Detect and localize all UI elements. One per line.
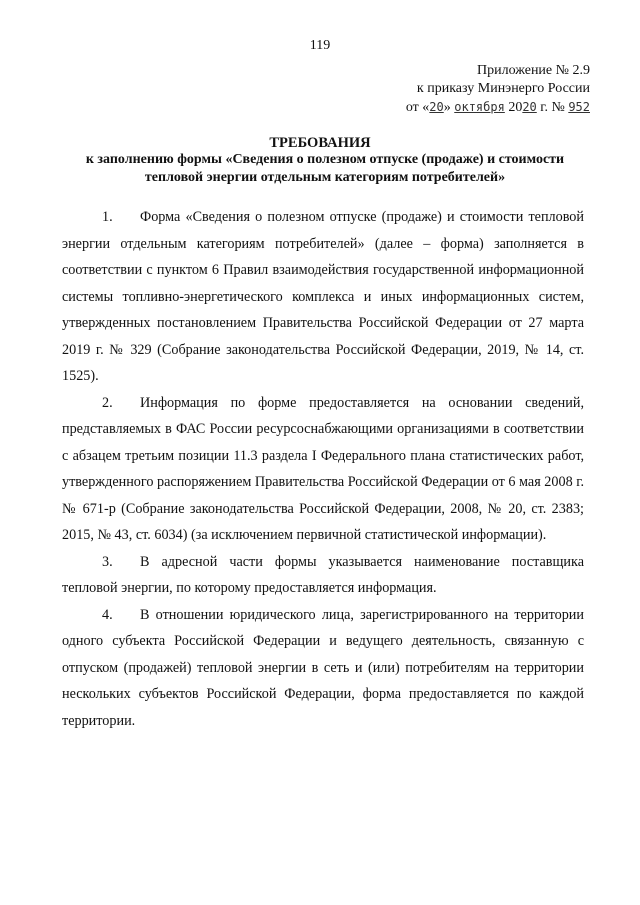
paragraph-text: В отношении юридического лица, зарегистрированного на территории одного субъекта Российской Федерации и ведущего деятельность, связанную с отпуском (продажей) тепловой энергии в сеть и (или) потребителям на территории нескольких субъектов Российской Федерации, форма предоставляется по каждой территории. <box>62 606 584 729</box>
page-number: 119 <box>309 38 331 53</box>
document-subtitle: к заполнению формы «Сведения о полезном отпуске (продаже) и стоимости тепловой энергии отдельным категориям потребителей» <box>85 152 565 185</box>
appendix-number: Приложение № 2.9 <box>477 63 590 78</box>
document-body <box>62 204 584 734</box>
order-number: 952 <box>568 100 590 114</box>
paragraph-number: 3. <box>102 553 113 570</box>
paragraph-number: 4. <box>102 606 113 623</box>
appendix-header <box>360 62 590 117</box>
date-prefix: от « <box>405 100 430 115</box>
date-month: октября <box>454 100 505 114</box>
date-mid: » <box>443 100 455 115</box>
paragraph-3 <box>62 549 584 602</box>
date-year: 20 <box>522 100 537 114</box>
appendix-date-line <box>360 98 590 117</box>
paragraph-4 <box>62 602 584 735</box>
paragraph-text: Форма «Сведения о полезном отпуске (продаже) и стоимости тепловой энергии отдельным категориям потребителей» (далее – форма) заполняется в соответствии с пунктом 6 Правил взаимодействия государственной информационной системы топливно-энергетического комплекса и иных информационных систем, утвержденных постановлением Правительства Российской Федерации от 27 марта 2019 г. № 329 (Собрание законодательства Российской Федерации, 2019, № 14, ст. 1525). <box>62 209 584 384</box>
paragraph-number: 2. <box>102 394 113 411</box>
paragraph-text: Информация по форме предоставляется на основании сведений, представляемых в ФАС России ресурсоснабжающими организациями в соответствии с абзацем третьим позиции 11.3 раздела I Федерального плана статистических работ, утвержденного распоряжением Правительства Российской Федерации от 6 мая 2008 г. № 671-р (Собрание законодательства Российской Федерации, 2008, № 20, ст. 2383; 2015, № 43, ст. 6034) (за исключением первичной статистической информации). <box>62 394 584 543</box>
paragraph-1 <box>62 204 584 390</box>
appendix-order-ref: к приказу Минэнерго России <box>416 81 590 96</box>
paragraph-number: 1. <box>102 209 113 225</box>
year-suffix: г. № <box>536 100 569 115</box>
date-day: 20 <box>429 100 444 114</box>
year-prefix: 20 <box>504 100 523 115</box>
document-title: ТРЕБОВАНИЯ <box>269 135 371 151</box>
paragraph-2 <box>62 390 584 549</box>
paragraph-text: В адресной части формы указывается наименование поставщика тепловой энергии, по которому предоставляется информация. <box>62 553 584 596</box>
